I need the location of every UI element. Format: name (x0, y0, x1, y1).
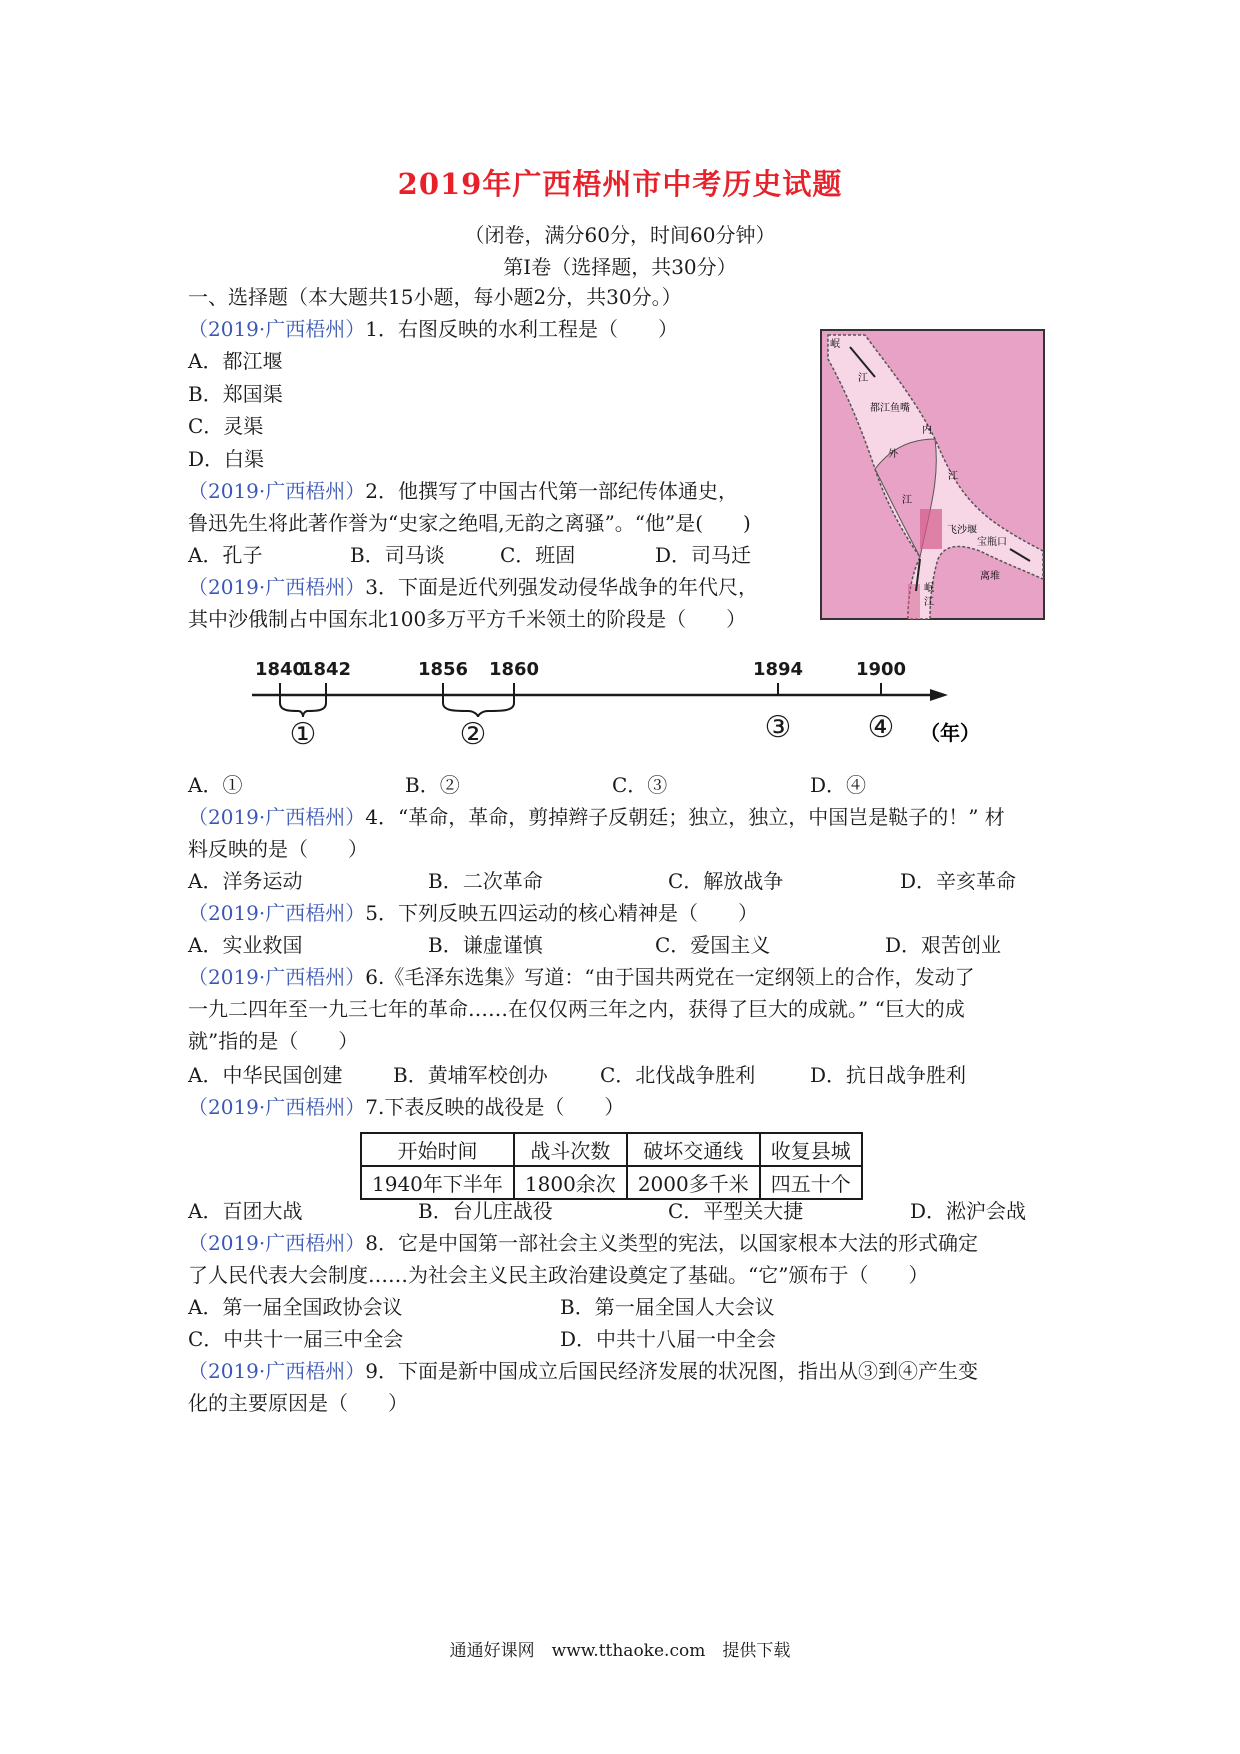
question-4 (188, 804, 1005, 830)
q1-option-c: C．灵渠 (188, 414, 264, 438)
q5-option-a: A．实业救国 (188, 933, 303, 957)
table-cell: 四五十个 (760, 1166, 862, 1199)
page-footer: 通通好课网 www.tthaoke.com 提供下载 (449, 1641, 791, 1661)
question-4-cont: 料反映的是（ ） (188, 837, 368, 861)
q1-option-d: D．白渠 (188, 447, 265, 471)
source-tag: （2019·广西梧州） (188, 1359, 366, 1383)
question-3-cont: 其中沙俄制占中国东北100多万平方千米领土的阶段是（ ） (188, 607, 747, 631)
question-stem: 8．它是中国第一部社会主义类型的宪法，以国家根本大法的形式确定 (365, 1231, 978, 1255)
marker-3: ③ (764, 710, 792, 745)
table-header: 收复县城 (760, 1133, 862, 1166)
q2-option-b: B．司马谈 (350, 543, 445, 567)
year-1840: 1840 (254, 659, 306, 680)
question-6-cont2: 就”指的是（ ） (188, 1029, 359, 1053)
question-2 (188, 478, 738, 504)
source-tag: （2019·广西梧州） (188, 1231, 366, 1255)
table-row (361, 1166, 862, 1199)
map-label-jiang3: 江 (948, 471, 958, 482)
map-label-feisha: 飞沙堰 (947, 525, 977, 536)
table-cell: 1940年下半年 (361, 1166, 514, 1199)
table-cell: 2000多千米 (627, 1166, 760, 1199)
arrow-icon (930, 689, 948, 701)
source-tag: （2019·广西梧州） (188, 317, 366, 341)
year-timeline (250, 655, 980, 755)
question-1 (188, 316, 678, 342)
map-label-jiang2: 江 (902, 495, 912, 506)
question-8-cont: 了人民代表大会制度……为社会主义民主政治建设奠定了基础。“它”颁布于（ ） (188, 1263, 929, 1287)
q5-option-b: B．谦虚谨慎 (428, 933, 543, 957)
year-1860: 1860 (488, 659, 540, 680)
timeline-unit: （年） (920, 721, 980, 745)
question-stem: 9．下面是新中国成立后国民经济发展的状况图，指出从③到④产生变 (365, 1359, 978, 1383)
bracket-2 (443, 703, 514, 717)
q6-option-c: C．北伐战争胜利 (600, 1063, 756, 1087)
year-1856: 1856 (417, 659, 469, 680)
source-tag: （2019·广西梧州） (188, 575, 366, 599)
q2-option-d: D．司马迁 (655, 543, 752, 567)
question-2-cont: 鲁迅先生将此著作誉为“史家之绝唱,无韵之离骚”。“他”是( ) (188, 511, 751, 535)
map-label-min: 岷 (830, 339, 840, 350)
question-8 (188, 1230, 978, 1256)
question-stem: 5．下列反映五四运动的核心精神是（ ） (365, 901, 758, 925)
q3-option-a: A．① (188, 773, 243, 797)
battle-table (360, 1132, 863, 1200)
question-stem: 3．下面是近代列强发动侵华战争的年代尺， (365, 575, 758, 599)
map-label-jiang: 江 (858, 373, 868, 384)
marker-4: ④ (867, 710, 895, 745)
q3-option-c: C．③ (612, 773, 668, 797)
table-header: 破坏交通线 (627, 1133, 760, 1166)
map-label-wai: 外 (888, 449, 898, 460)
question-6 (188, 964, 975, 990)
bracket-1 (280, 703, 326, 717)
map-label-baoping: 宝瓶口 (977, 537, 1007, 548)
q4-option-c: C．解放战争 (668, 869, 784, 893)
table-header: 开始时间 (361, 1133, 514, 1166)
question-stem: 2．他撰写了中国古代第一部纪传体通史， (365, 479, 738, 503)
q2-option-a: A．孔子 (188, 543, 263, 567)
table-header: 战斗次数 (514, 1133, 627, 1166)
volume-heading: 第Ⅰ卷（选择题，共30分） (503, 255, 737, 279)
doc-title: 2019年广西梧州市中考历史试题 (397, 167, 843, 201)
exam-info: （闭卷，满分60分，时间60分钟） (464, 223, 776, 247)
marker-1: ① (289, 717, 317, 752)
map-label-yuzui: 都江鱼嘴 (870, 403, 910, 414)
map-label-lidui: 离堆 (980, 571, 1000, 582)
question-5 (188, 900, 758, 926)
question-9 (188, 1358, 978, 1384)
q4-option-b: B．二次革命 (428, 869, 543, 893)
q8-option-a: A．第一届全国政协会议 (188, 1295, 403, 1319)
map-label-min2: 岷 (924, 583, 934, 594)
q4-option-a: A．洋务运动 (188, 869, 303, 893)
q1-option-a: A．都江堰 (188, 349, 283, 373)
year-1900: 1900 (855, 659, 907, 680)
q7-option-c: C．平型关大捷 (668, 1199, 804, 1223)
q2-option-c: C．班固 (500, 543, 576, 567)
map-label-jiang4: 江 (924, 597, 934, 608)
question-3 (188, 574, 758, 600)
table-header-row (361, 1133, 862, 1166)
feisha-weir (920, 509, 942, 549)
question-stem: 7.下表反映的战役是（ ） (365, 1095, 625, 1119)
question-stem: 4．“革命，革命，剪掉辫子反朝廷；独立，独立，中国岂是鞑子的！” 材 (365, 805, 1005, 829)
source-tag: （2019·广西梧州） (188, 1095, 366, 1119)
q6-option-a: A．中华民国创建 (188, 1063, 343, 1087)
q7-option-a: A．百团大战 (188, 1199, 303, 1223)
question-6-cont: 一九二四年至一九三七年的革命……在仅仅两三年之内，获得了巨大的成就。” “巨大的成 (188, 997, 965, 1021)
year-1842: 1842 (300, 659, 352, 680)
source-tag: （2019·广西梧州） (188, 901, 366, 925)
q4-option-d: D．辛亥革命 (900, 869, 1017, 893)
q5-option-d: D．艰苦创业 (885, 933, 1002, 957)
map-label-nei: 内 (922, 425, 932, 436)
source-tag: （2019·广西梧州） (188, 479, 366, 503)
q8-option-b: B．第一届全国人大会议 (560, 1295, 775, 1319)
marker-2: ② (459, 717, 487, 752)
question-7 (188, 1094, 624, 1120)
q5-option-c: C．爱国主义 (655, 933, 771, 957)
source-tag: （2019·广西梧州） (188, 965, 366, 989)
q8-option-d: D．中共十八届一中全会 (560, 1327, 777, 1351)
q6-option-b: B．黄埔军校创办 (393, 1063, 548, 1087)
table-cell: 1800余次 (514, 1166, 627, 1199)
question-stem: 6.《毛泽东选集》写道：“由于国共两党在一定纲领上的合作，发动了 (365, 965, 975, 989)
q7-option-d: D．淞沪会战 (910, 1199, 1027, 1223)
q8-option-c: C．中共十一届三中全会 (188, 1327, 404, 1351)
source-tag: （2019·广西梧州） (188, 805, 366, 829)
q6-option-d: D．抗日战争胜利 (810, 1063, 967, 1087)
q3-option-b: B．② (405, 773, 460, 797)
q1-option-b: B．郑国渠 (188, 382, 283, 406)
section-heading: 一、选择题（本大题共15小题，每小题2分，共30分。） (188, 285, 682, 309)
q7-option-b: B．台儿庄战役 (418, 1199, 553, 1223)
year-1894: 1894 (752, 659, 804, 680)
sand-bank (908, 584, 920, 619)
question-stem: 1．右图反映的水利工程是（ ） (365, 317, 678, 341)
dujiangyan-map (820, 329, 1045, 620)
q3-option-d: D．④ (810, 773, 867, 797)
question-9-cont: 化的主要原因是（ ） (188, 1391, 408, 1415)
